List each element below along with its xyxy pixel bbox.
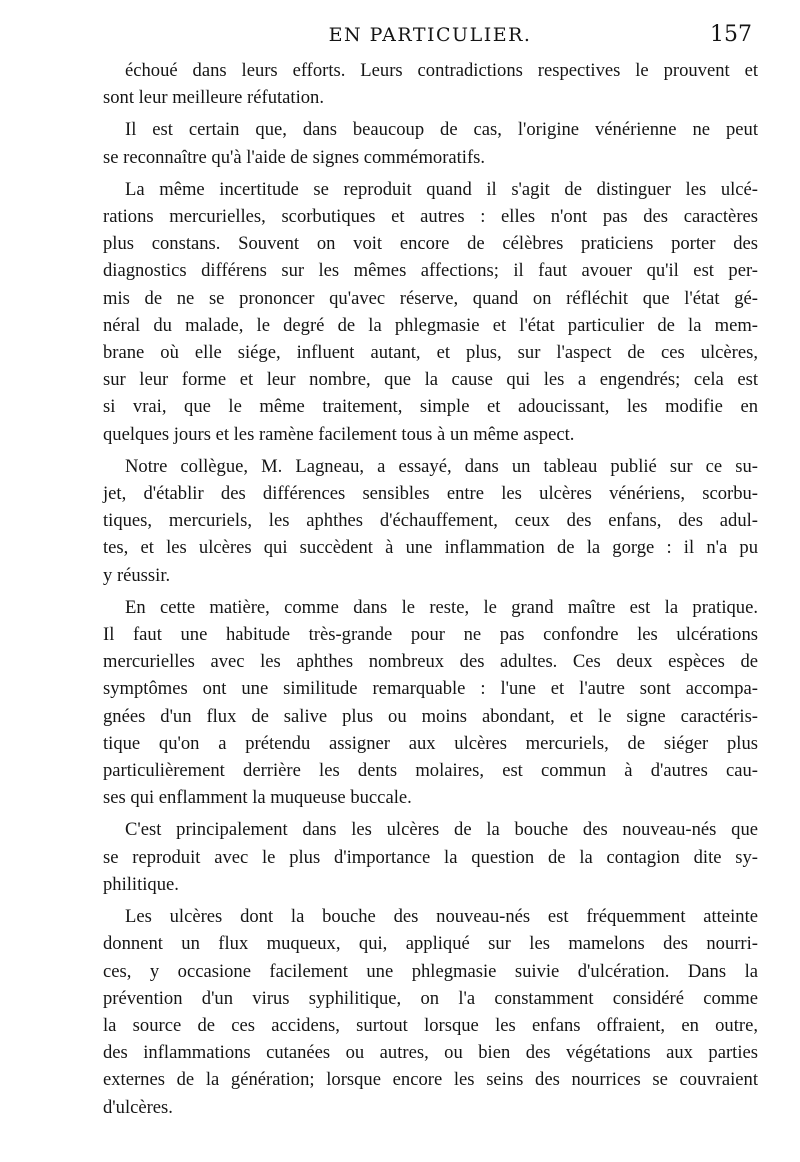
text-line: si vrai, que le même traitement, simple et adoucissant, les modifie en	[103, 396, 758, 418]
text-line: des inflammations cutanées ou autres, ou bien des végétations aux parties	[103, 1042, 758, 1064]
paragraph	[103, 594, 758, 812]
text-line: tiques, mercuriels, les aphthes d'échauffement, ceux des enfans, des adul-	[103, 510, 758, 532]
paragraph	[103, 116, 758, 170]
text-line: tique qu'on a prétendu assigner aux ulcères mercuriels, de siéger plus	[103, 732, 758, 754]
text-line: jet, d'établir des différences sensibles entre les ulcères vénériens, scorbu-	[103, 483, 758, 505]
text-line: mis de ne se prononcer qu'avec réserve, quand on réfléchit que l'état gé-	[103, 287, 758, 309]
text-line: mercurielles avec les aphthes nombreux des adultes. Ces deux espèces de	[103, 651, 758, 673]
text-line: ses qui enflamment la muqueuse buccale.	[103, 787, 412, 809]
text-line: symptômes ont une similitude remarquable : l'une et l'autre sont accompa-	[103, 678, 758, 700]
paragraph	[103, 903, 758, 1121]
text-line: d'ulcères.	[103, 1096, 173, 1118]
text-line: se reconnaître qu'à l'aide de signes commémoratifs.	[103, 146, 486, 168]
text-line: prévention d'un virus syphilitique, on l'a constamment considéré comme	[103, 987, 758, 1009]
text-line: Notre collègue, M. Lagneau, a essayé, dans un tableau publié sur ce su-	[125, 455, 758, 477]
text-line: tes, et les ulcères qui succèdent à une inflammation de la gorge : il n'a pu	[103, 537, 758, 559]
paragraph	[103, 816, 758, 898]
text-line: échoué dans leurs efforts. Leurs contradictions respectives le prouvent et	[125, 60, 758, 81]
text-line: La même incertitude se reproduit quand il s'agit de distinguer les ulcé-	[125, 178, 758, 200]
text-line: particulièrement derrière les dents molaires, est commun à d'autres cau-	[103, 760, 758, 782]
text-line: plus constans. Souvent on voit encore de célèbres praticiens porter des	[103, 233, 758, 255]
paragraph	[103, 57, 758, 111]
text-line: sur leur forme et leur nombre, que la cause qui les a engendrés; cela est	[103, 369, 758, 391]
text-line: y réussir.	[103, 564, 171, 586]
text-line: gnées d'un flux de salive plus ou moins abondant, et le signe caractéris-	[103, 705, 758, 727]
text-line: rations mercurielles, scorbutiques et autres : elles n'ont pas des caractères	[103, 206, 758, 228]
text-line: En cette matière, comme dans le reste, le grand maître est la pratique.	[125, 596, 758, 618]
text-line: sont leur meilleure réfutation.	[103, 87, 324, 109]
text-line: Les ulcères dont la bouche des nouveau-nés est fréquemment atteinte	[125, 906, 758, 928]
paragraph	[103, 453, 758, 589]
text-line: brane où elle siége, influent autant, et plus, sur l'aspect de ces ulcères,	[103, 342, 758, 364]
text-line: quelques jours et les ramène facilement tous à un même aspect.	[103, 423, 575, 445]
paragraph	[103, 176, 758, 448]
running-head: EN PARTICULIER.	[328, 24, 532, 46]
text-line: philitique.	[103, 873, 179, 895]
page-header	[100, 18, 760, 50]
body-text	[103, 57, 758, 1126]
text-line: diagnostics différens sur les mêmes affections; il faut avouer qu'il est per-	[103, 260, 758, 282]
text-line: ces, y occasione facilement une phlegmasie suivie d'ulcération. Dans la	[103, 960, 758, 982]
text-line: la source de ces accidens, surtout lorsque les enfans offraient, en outre,	[103, 1014, 758, 1036]
text-line: C'est principalement dans les ulcères de la bouche des nouveau-nés que	[125, 819, 758, 841]
text-line: externes de la génération; lorsque encore les seins des nourrices se couvraient	[103, 1069, 758, 1091]
text-line: néral du malade, le degré de la phlegmasie et l'état particulier de la mem-	[103, 314, 758, 336]
page-number: 157	[710, 22, 752, 47]
text-line: donnent un flux muqueux, qui, appliqué sur les mamelons des nourri-	[103, 933, 758, 955]
text-line: Il est certain que, dans beaucoup de cas, l'origine vénérienne ne peut	[125, 119, 758, 141]
text-line: Il faut une habitude très-grande pour ne pas confondre les ulcérations	[103, 624, 758, 646]
text-line: se reproduit avec le plus d'importance la question de la contagion dite sy-	[103, 846, 758, 868]
